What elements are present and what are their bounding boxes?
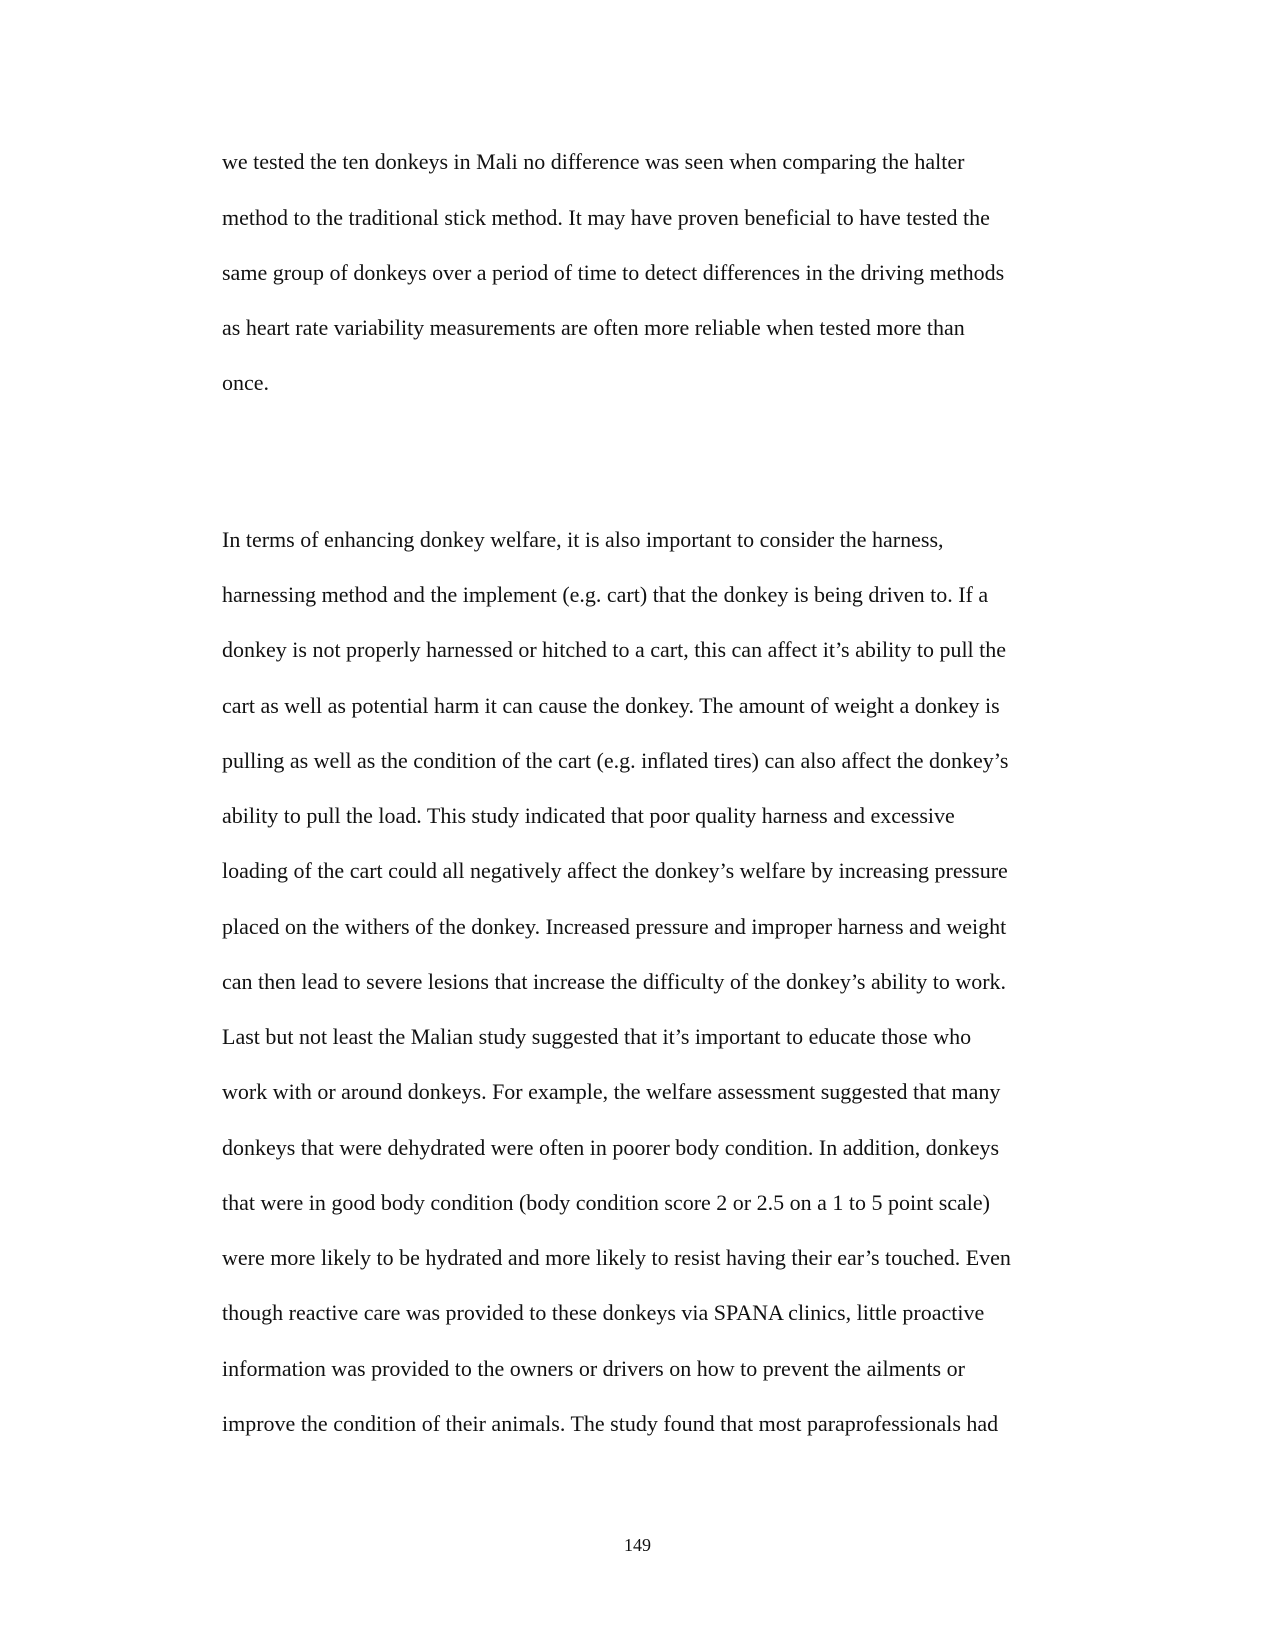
text-line: as heart rate variability measurements are often more reliable when tested more than <box>222 315 965 340</box>
page-number: 149 <box>624 1535 651 1555</box>
text-line: In terms of enhancing donkey welfare, it is also important to consider the harness, <box>222 527 944 552</box>
text-line: donkey is not properly harnessed or hitched to a cart, this can affect it’s ability to pull the <box>222 637 1007 662</box>
text-line: ability to pull the load. This study indicated that poor quality harness and excessive <box>222 803 955 828</box>
text-line: same group of donkeys over a period of time to detect differences in the driving methods <box>222 260 1005 285</box>
text-line: once. <box>222 370 270 395</box>
text-line: method to the traditional stick method. It may have proven beneficial to have tested the <box>222 205 990 230</box>
text-line: donkeys that were dehydrated were often in poorer body condition. In addition, donkeys <box>222 1135 1000 1160</box>
text-line: Last but not least the Malian study suggested that it’s important to educate those who <box>222 1024 972 1049</box>
text-line: work with or around donkeys. For example, the welfare assessment suggested that many <box>222 1079 1001 1104</box>
text-line: harnessing method and the implement (e.g. cart) that the donkey is being driven to. If a <box>222 582 989 607</box>
text-line: though reactive care was provided to these donkeys via SPANA clinics, little proactive <box>222 1300 985 1325</box>
text-line: pulling as well as the condition of the cart (e.g. inflated tires) can also affect the donkey’s <box>222 748 1009 773</box>
text-line: improve the condition of their animals. The study found that most paraprofessionals had <box>222 1411 999 1436</box>
text-line: loading of the cart could all negatively affect the donkey’s welfare by increasing pressure <box>222 858 1008 883</box>
text-line: we tested the ten donkeys in Mali no difference was seen when comparing the halter <box>222 149 965 174</box>
text-line: were more likely to be hydrated and more likely to resist having their ear’s touched. Even <box>222 1245 1011 1270</box>
text-line: information was provided to the owners or drivers on how to prevent the ailments or <box>222 1356 965 1381</box>
text-line: can then lead to severe lesions that increase the difficulty of the donkey’s ability to work. <box>222 969 1007 994</box>
text-line: placed on the withers of the donkey. Increased pressure and improper harness and weight <box>222 914 1007 939</box>
text-line: that were in good body condition (body condition score 2 or 2.5 on a 1 to 5 point scale) <box>222 1190 991 1215</box>
text-line: cart as well as potential harm it can cause the donkey. The amount of weight a donkey is <box>222 693 1000 718</box>
